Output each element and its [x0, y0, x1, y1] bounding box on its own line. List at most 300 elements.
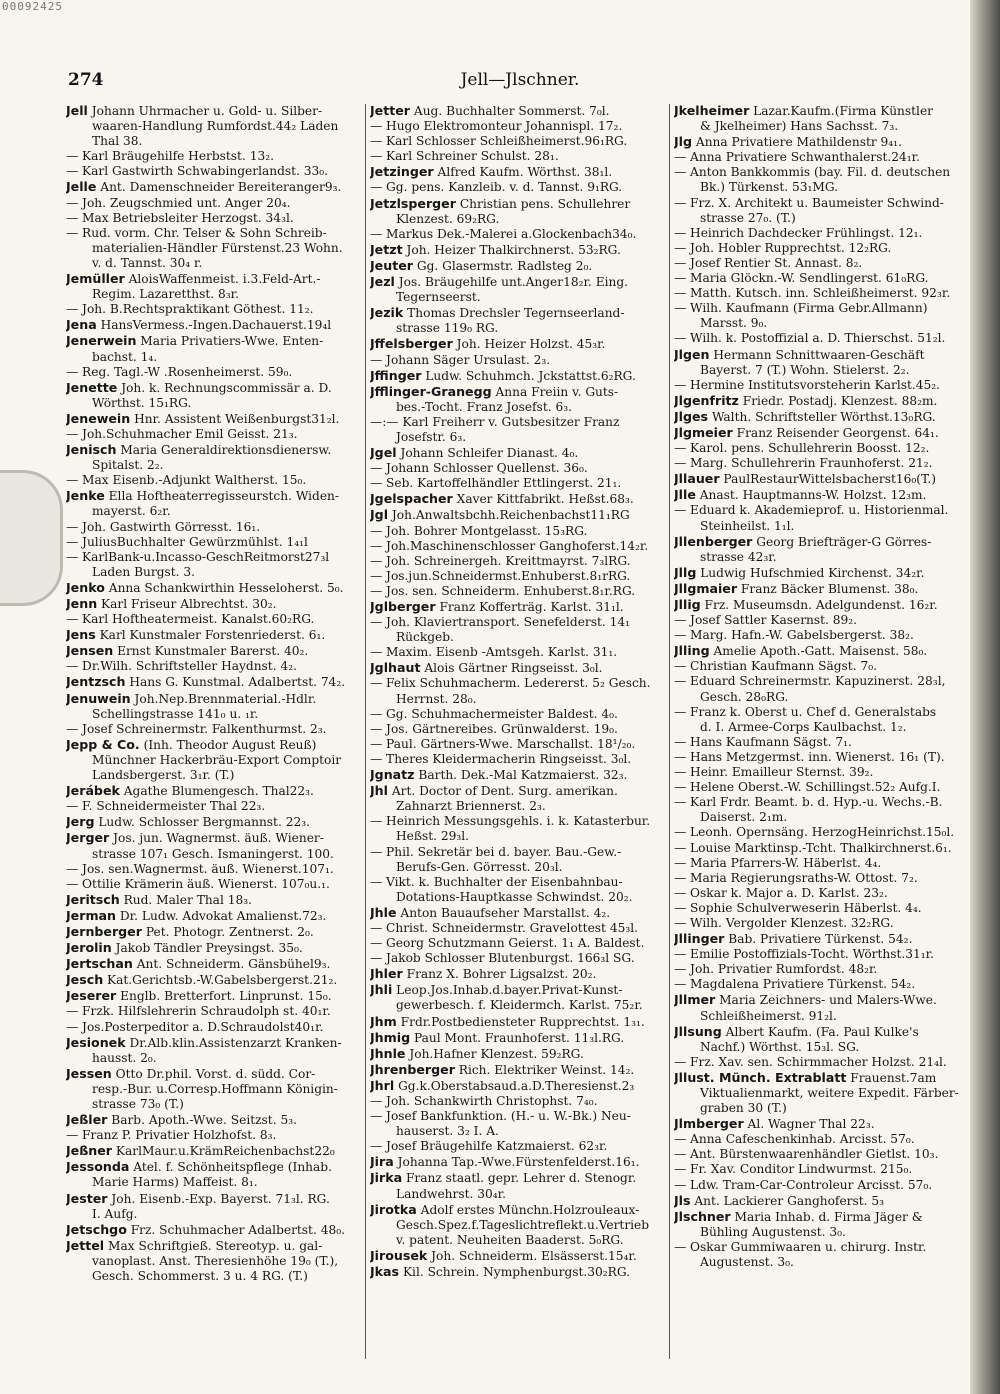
entry-text: — Frzk. Hilfslehrerin Schraudolph st. 40₁r.	[66, 1004, 331, 1019]
entry-text: Adolf erstes Münchn.Holzrouleaux-	[420, 1202, 640, 1217]
entry-text: — Hans Metzgermst. inn. Wienerst. 16₁ (T).	[674, 749, 945, 764]
directory-entry	[370, 936, 670, 951]
directory-entry	[674, 1178, 970, 1193]
entry-continuation: Schellingstrasse 141₀ u. ₁r.	[92, 706, 259, 721]
entry-text: Frauenst.7am	[850, 1070, 937, 1085]
directory-entry	[370, 982, 670, 998]
surname: Jessonda	[66, 1159, 130, 1175]
directory-entry	[674, 1024, 970, 1040]
surname: Jester	[66, 1190, 108, 1206]
entry-text: Karl Friseur Albrechtst. 30₂.	[101, 597, 277, 611]
directory-entry	[674, 856, 970, 871]
entry-continuation: hausst. 2₀.	[92, 1050, 157, 1065]
directory-entry	[370, 196, 670, 212]
directory-entry	[674, 931, 970, 947]
surname: Jlschner	[674, 1208, 731, 1224]
directory-entry	[66, 149, 366, 164]
directory-entry	[674, 409, 970, 425]
entry-text: — Theres Kleidermacherin Ringseisst. 3₀l.	[370, 751, 632, 766]
directory-entry	[674, 165, 970, 180]
surname: Jlle	[674, 487, 696, 503]
entry-text: Dr.Alb.klin.Assistenzarzt Kranken-	[129, 1035, 342, 1050]
entry-continuation: Herrnst. 28₀.	[396, 691, 477, 706]
directory-entry	[370, 180, 670, 195]
directory-entry	[66, 1112, 366, 1128]
directory-entry	[370, 645, 670, 660]
entry-text: Karl Kunstmaler Forstenriederst. 6₁.	[99, 628, 326, 643]
surname: Jerger	[66, 830, 110, 846]
entry-text: — Johann Schlosser Quellenst. 36₀.	[370, 461, 588, 476]
surname: Jgelspacher	[370, 491, 453, 507]
directory-entry	[674, 103, 970, 119]
directory-entry	[66, 830, 366, 846]
surname: Jesionek	[66, 1034, 126, 1050]
entry-continuation: Daiserst. 2₁m.	[700, 810, 788, 825]
entry-text: Joh.Nep.Brennmaterial.-Hdlr.	[134, 691, 317, 706]
entry-text: Franz staatl. gepr. Lehrer d. Stenogr.	[405, 1171, 637, 1186]
directory-entry	[66, 317, 366, 333]
directory-entry	[674, 241, 970, 256]
surname: Jllust. Münch. Extrablatt	[674, 1069, 847, 1085]
directory-entry	[674, 1070, 970, 1086]
entry-text: Barb. Apoth.-Wwe. Seitzst. 5₃.	[111, 1113, 297, 1128]
entry-continuation: Bühling Augustenst. 3₀.	[700, 1224, 846, 1239]
directory-entry	[370, 767, 670, 783]
entry-text: — Josef Sattler Kasernst. 89₂.	[674, 613, 858, 628]
entry-text: Al. Wagner Thal 22₃.	[747, 1117, 875, 1132]
entry-continuation: Thal 38.	[92, 134, 143, 149]
entry-continuation: Spitalst. 2₂.	[92, 458, 164, 473]
entry-text: Hermann Schnittwaaren-Geschäft	[713, 347, 925, 362]
directory-entry	[66, 1222, 366, 1238]
entry-continuation: strasse 27₀. (T.)	[700, 210, 796, 225]
directory-entry	[370, 951, 670, 966]
directory-entry	[370, 584, 670, 599]
entry-text: Anast. Hauptmanns-W. Holzst. 12₃m.	[699, 488, 927, 503]
surname: Jlges	[674, 408, 709, 424]
entry-text: Leop.Jos.Inhab.d.bayer.Privat-Kunst-	[396, 983, 623, 998]
entry-text: — Reg. Tagl.-W .Rosenheimerst. 59₀.	[66, 364, 293, 379]
surname: Jgnatz	[370, 767, 415, 783]
entry-continuation: vanoplast. Anst. Theresienhöhe 19₀ (T.),	[92, 1253, 339, 1268]
directory-entry	[674, 1116, 970, 1132]
entry-continuation: strasse 119₀ RG.	[396, 321, 499, 336]
entry-text: — Joh.Maschinenschlosser Ganghoferst.14₂r.	[370, 538, 649, 553]
entry-text: Franz Reisender Georgenst. 64₁.	[736, 425, 939, 440]
directory-entry	[66, 1035, 366, 1051]
directory-entry	[674, 780, 970, 795]
directory-entry	[370, 227, 670, 242]
directory-entry	[370, 875, 670, 890]
entry-text: — Franz P. Privatier Holzhofst. 8₃.	[66, 1128, 277, 1143]
entry-text: Ernst Kunstmaler Barerst. 40₂.	[117, 644, 309, 659]
entry-text: Ludw. Schlosser Bergmannst. 22₃.	[98, 815, 310, 830]
entry-text: — Karl Frdr. Beamt. b. d. Hyp.-u. Wechs.-B.	[674, 795, 943, 810]
surname: Jenerwein	[66, 333, 137, 349]
entry-text: Walth. Schriftsteller Wörthst.13₀RG.	[711, 409, 936, 424]
entry-continuation: d. I. Armee-Corps Kaulbachst. 1₂.	[700, 719, 907, 734]
entry-text: Barth. Dek.-Mal Katzmaierst. 32₃.	[418, 768, 628, 783]
entry-text: — Dr.Wilh. Schriftsteller Haydnst. 4₂.	[66, 659, 297, 674]
entry-text: — Joh. Privatier Rumfordst. 48₂r.	[674, 962, 878, 977]
entry-text: — Jakob Schlosser Blutenburgst. 166₃l SG.	[370, 951, 635, 966]
entry-text: Ludw. Schuhmch. Jckstattst.6₂RG.	[425, 368, 636, 383]
entry-text: — Gg. pens. Kanzleib. v. d. Tannst. 9₁RG.	[370, 180, 623, 195]
directory-entry	[66, 427, 366, 442]
directory-entry	[66, 596, 366, 612]
entry-text: Ella Hoftheaterregisseurstch. Widen-	[108, 489, 340, 504]
directory-entry	[674, 1162, 970, 1177]
directory-entry	[66, 333, 366, 349]
entry-text: — Joh. B.Rechtspraktikant Göthest. 11₂.	[66, 302, 314, 317]
directory-entry	[674, 643, 970, 659]
directory-entry	[66, 956, 366, 972]
directory-entry	[674, 597, 970, 613]
directory-entry	[370, 103, 670, 119]
entry-text: — Jos. sen.Wagnermst. äuß. Wienerst.107₁.	[66, 861, 334, 876]
directory-entry	[674, 795, 970, 810]
entry-text: — Seb. Kartoffelhändler Ettlingerst. 21₁.	[370, 476, 622, 491]
entry-continuation: Bayerst. 7 (T.) Wohn. Stielerst. 2₂.	[700, 362, 910, 377]
directory-entry	[370, 507, 670, 523]
directory-entry	[674, 441, 970, 456]
directory-entry	[66, 302, 366, 317]
directory-entry	[370, 1062, 670, 1078]
surname: Jlgenfritz	[674, 392, 739, 408]
entry-continuation: Berufs-Gen. Görresst. 20₃l.	[396, 859, 563, 874]
entry-continuation: Regim. Lazaretthst. 8₃r.	[92, 287, 240, 302]
entry-text: — Joh. Schreinergeh. Kreittmayrst. 7₃lRG.	[370, 553, 631, 568]
surname: Jeserer	[66, 988, 117, 1004]
surname: Jenuwein	[66, 690, 131, 706]
directory-entry	[370, 274, 670, 290]
entry-text: — Anna Privatiere Schwanthalerst.24₁r.	[674, 150, 920, 165]
surname: Jetzinger	[370, 164, 434, 180]
entry-text: KarlMaur.u.KrämReichenbachst22₀	[115, 1144, 335, 1159]
directory-entry	[370, 476, 670, 491]
surname: Jessen	[66, 1065, 112, 1081]
entry-text: — Heinrich Dachdecker Frühlingst. 12₁.	[674, 225, 923, 240]
directory-entry	[66, 892, 366, 908]
directory-entry	[66, 877, 366, 892]
directory-entry	[370, 539, 670, 554]
entry-text: — Frz. Xav. sen. Schirmmacher Holzst. 21₄l.	[674, 1054, 947, 1069]
entry-continuation: Tegernseerst.	[396, 290, 481, 305]
directory-entry	[66, 691, 366, 707]
directory-entry	[674, 534, 970, 550]
entry-text: Anna Schankwirthin Hesseloherst. 5₀.	[108, 580, 344, 595]
entry-continuation: Zahnarzt Briennerst. 2₃.	[396, 799, 546, 814]
entry-text: Anna Privatiere Mathildenstr 9₄₁.	[695, 135, 902, 150]
entry-continuation: Augustenst. 3₀.	[700, 1255, 794, 1270]
directory-entry	[370, 722, 670, 737]
surname: Jllmer	[674, 992, 716, 1008]
entry-text: Alfred Kaufm. Wörthst. 38₁l.	[437, 165, 613, 180]
surname: Jhnle	[370, 1045, 406, 1061]
entry-text: Kat.Gerichtsb.-W.Gabelsbergerst.21₂.	[107, 973, 338, 988]
surname: Jelle	[66, 179, 97, 195]
directory-entry	[370, 445, 670, 461]
entry-text: — Heinr. Emailleur Sternst. 39₂.	[674, 765, 874, 780]
entry-text: — Felix Schuhmacherm. Ledererst. 5₂ Gesch.	[370, 676, 651, 691]
directory-entry	[674, 916, 970, 931]
directory-entry	[674, 1055, 970, 1070]
entry-text: — Louise Marktinsp.-Tcht. Thalkirchnerst.6₁.	[674, 840, 952, 855]
column-middle	[370, 103, 670, 1280]
directory-entry	[66, 411, 366, 427]
surname: Jlling	[674, 643, 710, 659]
directory-entry	[674, 1209, 970, 1225]
surname: Jetzt	[370, 241, 403, 257]
entry-continuation: Marsst. 9₀.	[700, 316, 768, 331]
entry-text: — Max Betriebsleiter Herzogst. 34₃l.	[66, 210, 294, 225]
directory-entry	[66, 365, 366, 380]
entry-text: Maria Inhab. d. Firma Jäger &	[734, 1209, 923, 1224]
surname: Jezl	[370, 274, 395, 290]
surname: Jertschan	[66, 956, 133, 972]
surname: Jkas	[370, 1264, 400, 1280]
entry-continuation: mayerst. 6₂r.	[92, 504, 171, 519]
directory-entry	[66, 488, 366, 504]
directory-entry	[370, 921, 670, 936]
entry-text: Ant. Schneiderm. Gänsbühel9₃.	[136, 957, 331, 972]
directory-entry	[66, 1143, 366, 1159]
entry-text: Alois Gärtner Ringseisst. 3₀l.	[424, 661, 603, 676]
surname: Jirka	[370, 1170, 403, 1186]
surname: Jentzsch	[66, 674, 126, 690]
surname: Jetter	[370, 103, 411, 118]
directory-entry	[66, 799, 366, 814]
directory-entry	[370, 737, 670, 752]
entry-text: PaulRestaurWittelsbacherst16₀(T.)	[723, 472, 936, 487]
surname: Jhmig	[370, 1029, 411, 1045]
entry-text: — Rud. vorm. Chr. Telser & Sohn Schreib-	[66, 225, 327, 240]
directory-entry	[66, 1004, 366, 1019]
directory-entry	[674, 947, 970, 962]
surname: Jell	[66, 103, 88, 118]
entry-text: AloisWaffenmeist. i.3.Feld-Art.-	[128, 272, 321, 287]
directory-entry	[674, 705, 970, 720]
entry-continuation: Klenzest. 69₂RG.	[396, 211, 500, 226]
directory-entry	[370, 554, 670, 569]
entry-text: — KarlBank-u.Incasso-GeschReitmorst27₃l	[66, 549, 330, 564]
entry-text: Friedr. Postadj. Klenzest. 88₂m.	[742, 393, 938, 408]
entry-text: Aug. Buchhalter Sommerst. 7₀l.	[413, 104, 610, 118]
surname: Jffinger	[370, 367, 422, 383]
entry-text: — Christ. Schneidermstr. Gravelottest 45₃l.	[370, 920, 638, 935]
entry-text: — Josef Bräugehilfe Katzmaierst. 62₃r.	[370, 1139, 608, 1154]
directory-entry	[370, 814, 670, 829]
entry-text: — Joh.Schuhmacher Emil Geisst. 21₃.	[66, 426, 298, 441]
entry-text: — Ottilie Krämerin äuß. Wienerst. 107₀u.₁.	[66, 876, 330, 891]
surname: Jgl	[370, 507, 389, 523]
entry-text: Frz. Schuhmacher Adalbertst. 48₀.	[130, 1222, 345, 1237]
directory-entry	[66, 520, 366, 535]
entry-continuation: Wörthst. 15₁RG.	[92, 395, 192, 410]
entry-text: — Oskar k. Major a. D. Karlst. 23₂.	[674, 885, 888, 900]
entry-continuation: resp.-Bur. u.Corresp.Hoffmann Königin-	[92, 1081, 338, 1096]
entry-text: — Georg Schutzmann Geierst. 1₁ A. Baldest.	[370, 936, 645, 951]
entry-text: — Hugo Elektromonteur Johannispl. 17₂.	[370, 119, 623, 134]
entry-text: — Anton Bankkommis (bay. Fil. d. deutschen	[674, 165, 951, 180]
entry-text: — Jos. sen. Schneiderm. Enhuberst.8₁r.RG.	[370, 583, 636, 598]
entry-text: Jakob Tändler Preysingst. 35₀.	[115, 941, 303, 956]
directory-entry	[66, 862, 366, 877]
surname: Jhm	[370, 1013, 397, 1029]
entry-text: Rich. Elektriker Weinst. 14₂.	[458, 1062, 635, 1077]
surname: Jettel	[66, 1237, 105, 1253]
directory-entry	[66, 211, 366, 226]
directory-entry	[674, 1147, 970, 1162]
directory-entry	[66, 940, 366, 956]
directory-entry	[66, 1066, 366, 1082]
directory-entry	[674, 613, 970, 628]
surname: Jllg	[674, 564, 697, 580]
directory-entry	[674, 196, 970, 211]
directory-entry	[370, 676, 670, 691]
surname: Jerolin	[66, 940, 112, 956]
surname: Jetschgo	[66, 1221, 127, 1237]
entry-text: Rud. Maler Thal 18₃.	[123, 892, 252, 907]
directory-entry	[370, 1264, 670, 1280]
entry-text: — Paul. Gärtners-Wwe. Marschallst. 18¹/₂₀.	[370, 736, 636, 751]
directory-entry	[674, 378, 970, 393]
entry-text: Agathe Blumengesch. Thal22₃.	[123, 784, 314, 799]
entry-text: — JuliusBuchhalter Gewürzmühlst. 1₄₁l	[66, 534, 308, 549]
entry-text: — Karl Schlosser Schleißheimerst.96₁RG.	[370, 134, 628, 149]
directory-entry	[674, 1193, 970, 1209]
directory-entry	[674, 286, 970, 301]
entry-text: — Christian Kaufmann Sägst. 7₀.	[674, 659, 877, 674]
entry-text: Englb. Bretterfort. Linprunst. 15₀.	[120, 989, 332, 1004]
entry-continuation: Münchner Hackerbräu-Export Comptoir	[92, 752, 342, 767]
entry-text: — Joh. Klaviertransport. Senefelderst. 14₁	[370, 615, 631, 630]
entry-text: — Wilh. Kaufmann (Firma Gebr.Allmann)	[674, 301, 928, 316]
entry-text: Jos. Bräugehilfe unt.Anger18₂r. Eing.	[398, 275, 629, 290]
directory-entry	[674, 674, 970, 689]
directory-entry	[370, 615, 670, 630]
entry-text: Joh. Heizer Thalkirchnerst. 53₂RG.	[406, 242, 621, 257]
directory-entry	[370, 845, 670, 860]
archive-stamp: 00092425	[2, 0, 63, 13]
entry-text: Otto Dr.phil. Vorst. d. südd. Cor-	[115, 1066, 316, 1081]
entry-text: Art. Doctor of Dent. Surg. amerikan.	[391, 784, 618, 799]
directory-entry	[370, 1078, 670, 1094]
directory-entry	[66, 380, 366, 396]
entry-text: Joh. Eisenb.-Exp. Bayerst. 71₃l. RG.	[111, 1191, 330, 1206]
directory-entry	[66, 226, 366, 241]
entry-text: Johanna Tap.-Wwe.Fürstenfelderst.16₁.	[397, 1155, 640, 1170]
entry-continuation: & Jkelheimer) Hans Sachsst. 7₃.	[700, 119, 899, 134]
directory-entry	[66, 164, 366, 179]
surname: Jglberger	[370, 599, 436, 614]
entry-text: — F. Schneidermeister Thal 22₃.	[66, 799, 266, 814]
entry-text: — Markus Dek.-Malerei a.Glockenbach34₀.	[370, 226, 637, 241]
entry-text: — Josef Rentier St. Annast. 8₂.	[674, 255, 863, 270]
entry-continuation: bes.-Tocht. Franz Josefst. 6₃.	[396, 399, 572, 414]
directory-entry	[370, 491, 670, 507]
directory-entry	[674, 977, 970, 992]
surname: Jhrl	[370, 1077, 395, 1093]
surname: Jeritsch	[66, 891, 120, 907]
entry-text: HansVermess.-Ingen.Dachauerst.19₄l	[100, 318, 332, 333]
directory-entry	[674, 841, 970, 856]
entry-continuation: Steinheilst. 1₁l.	[700, 518, 795, 533]
entry-text: — Maria Glöckn.-W. Sendlingerst. 61₀RG.	[674, 271, 929, 286]
directory-entry	[674, 659, 970, 674]
page-number: 274	[68, 70, 104, 90]
directory-entry	[370, 1139, 670, 1154]
directory-entry	[674, 134, 970, 150]
directory-entry	[674, 331, 970, 346]
directory-entry	[370, 258, 670, 274]
directory-entry	[370, 524, 670, 539]
directory-entry	[66, 722, 366, 737]
entry-text: Hnr. Assistent Weißenburgst31₂l.	[134, 411, 340, 426]
surname: Jlgmeier	[674, 424, 733, 440]
entry-text: — Karl Hoftheatermeist. Kanalst.60₂RG.	[66, 612, 315, 627]
directory-entry	[674, 393, 970, 409]
entry-text: — Joh. Schankwirth Christophst. 7₄₀.	[370, 1094, 598, 1108]
surname: Jensen	[66, 643, 114, 659]
surname: Jena	[66, 317, 97, 333]
entry-text: — Jos. Gärtnereibes. Grünwalderst. 19₀.	[370, 721, 618, 736]
directory-entry	[370, 305, 670, 321]
entry-text: — Eduard k. Akademieprof. u. Historienmal.	[674, 503, 949, 518]
entry-text: Georg Briefträger-G Görres-	[756, 534, 932, 549]
surname: Jlmberger	[674, 1116, 744, 1132]
directory-entry	[66, 674, 366, 690]
entry-text: — Karl Gastwirth Schwabingerlandst. 33₀.	[66, 164, 329, 179]
directory-entry	[674, 735, 970, 750]
entry-text: Joh. k. Rechnungscommissär a. D.	[121, 380, 332, 395]
entry-continuation: Gesch.Spez.f.Tageslichtreflekt.u.Vertrieb	[396, 1217, 650, 1232]
entry-text: — Wilh. k. Postoffizial a. D. Thierschst. 51₂l.	[674, 331, 946, 346]
directory-entry	[66, 580, 366, 596]
directory-entry	[674, 871, 970, 886]
directory-entry	[370, 164, 670, 180]
directory-entry	[66, 737, 366, 753]
directory-entry	[66, 271, 366, 287]
entry-text: — Karol. pens. Schullehrerin Boosst. 12₂.	[674, 441, 930, 456]
directory-entry	[674, 750, 970, 765]
entry-text: — Ldw. Tram-Car-Controleur Arcisst. 57₀.	[674, 1177, 933, 1192]
surname: Jllig	[674, 597, 701, 612]
entry-text: Franz X. Bohrer Ligsalzst. 20₂.	[406, 967, 597, 982]
entry-text: Xaver Kittfabrikt. Heßst.68₃.	[456, 492, 634, 507]
entry-text: Atel. f. Schönheitspflege (Inhab.	[133, 1160, 332, 1175]
entry-continuation: Bk.) Türkenst. 53₁MG.	[700, 180, 839, 195]
entry-text: Joh. Schneiderm. Elsässerst.15₄r.	[431, 1248, 637, 1263]
entry-text: — Matth. Kutsch. inn. Schleißheimerst. 92₃r.	[674, 286, 951, 301]
entry-text: — Marg. Hafn.-W. Gabelsbergerst. 38₂.	[674, 628, 914, 643]
entry-text: — Phil. Sekretär bei d. bayer. Bau.-Gew.-	[370, 844, 622, 859]
surname: Jfflinger-Granegg	[370, 383, 492, 399]
entry-text: Franz Kofferträg. Karlst. 31₁l.	[439, 600, 624, 614]
surname: Jenisch	[66, 442, 117, 458]
surname: Jeßner	[66, 1143, 113, 1159]
surname: Jhle	[370, 904, 397, 920]
directory-entry	[370, 242, 670, 258]
entry-continuation: Josefstr. 6₃.	[396, 429, 467, 444]
surname: Jeßler	[66, 1112, 108, 1128]
directory-entry	[674, 825, 970, 840]
entry-continuation: Nachf.) Wörthst. 15₃l. SG.	[700, 1039, 860, 1054]
directory-entry	[66, 972, 366, 988]
directory-entry	[370, 415, 670, 430]
directory-entry	[370, 599, 670, 615]
entry-text: Johann Uhrmacher u. Gold- u. Silber-	[91, 104, 323, 118]
